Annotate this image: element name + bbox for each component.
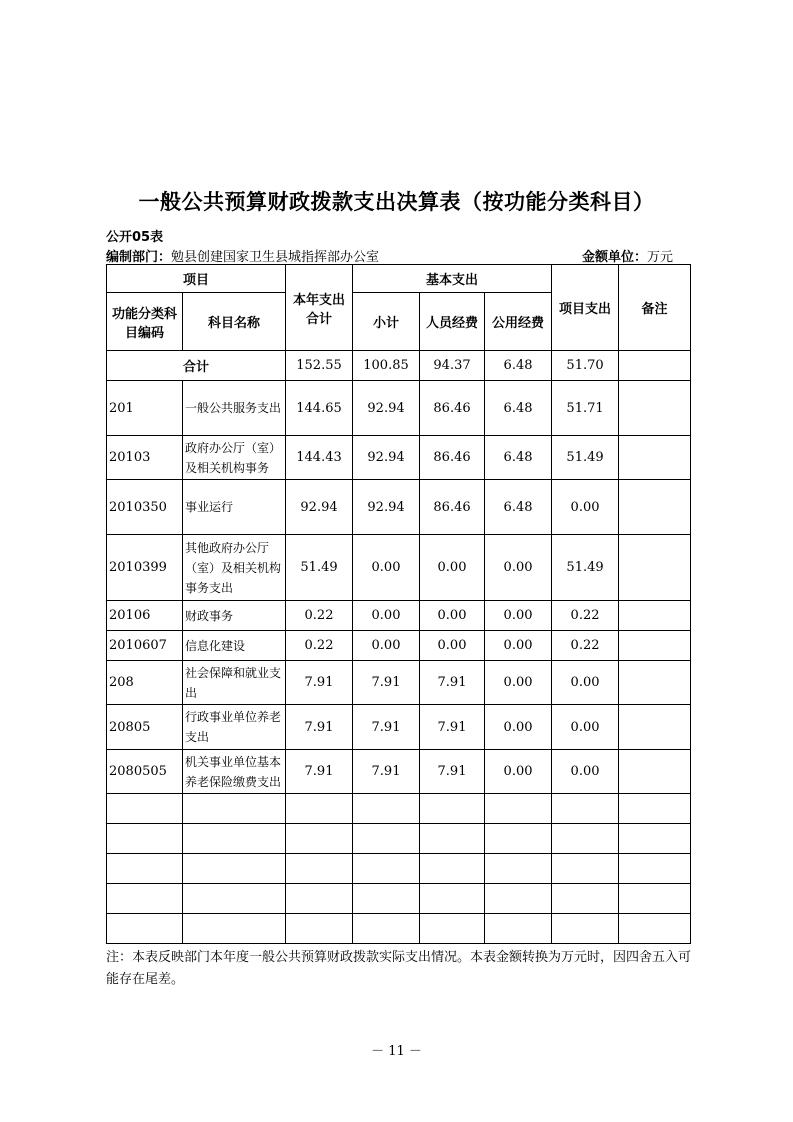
row-public (485, 824, 552, 854)
row-subtotal (353, 884, 420, 914)
row-total (286, 794, 353, 824)
row-personnel: 0.00 (420, 535, 485, 601)
row-name (183, 854, 286, 884)
unit-info (582, 246, 673, 265)
row-subtotal: 7.91 (353, 661, 420, 705)
row-public: 0.00 (485, 601, 552, 631)
row-total: 0.22 (286, 631, 353, 661)
row-public (485, 794, 552, 824)
header-func-code: 功能分类科目编码 (107, 293, 183, 351)
table-row (107, 914, 691, 944)
row-remark (619, 381, 691, 436)
row-public (485, 884, 552, 914)
page-title: 一般公共预算财政拨款支出决算表（按功能分类科目） (138, 190, 655, 214)
dept-line (106, 246, 691, 265)
row-name: 政府办公厅（室）及相关机构事务 (183, 436, 286, 480)
total-row (107, 351, 691, 381)
row-public: 6.48 (485, 480, 552, 535)
row-total: 144.65 (286, 381, 353, 436)
row-remark (619, 480, 691, 535)
row-code: 208 (107, 661, 183, 705)
header-project-exp: 项目支出 (552, 265, 619, 351)
row-project: 51.49 (552, 436, 619, 480)
row-subtotal (353, 914, 420, 944)
footnote: 注：本表反映部门本年度一般公共预算财政拨款实际支出情况。本表金额转换为万元时，因四舍五入可能存在尾差。 (106, 950, 692, 987)
row-total: 7.91 (286, 661, 353, 705)
header-item-name: 科目名称 (183, 293, 286, 351)
row-code (107, 824, 183, 854)
row-remark (619, 854, 691, 884)
row-personnel: 7.91 (420, 661, 485, 705)
row-name: 机关事业单位基本养老保险缴费支出 (183, 750, 286, 794)
row-code (107, 884, 183, 914)
row-subtotal: 7.91 (353, 705, 420, 750)
row-project (552, 884, 619, 914)
row-public: 6.48 (485, 436, 552, 480)
row-personnel: 86.46 (420, 381, 485, 436)
row-personnel (420, 854, 485, 884)
table-row (107, 661, 691, 705)
row-project (552, 824, 619, 854)
row-total (286, 854, 353, 884)
row-code: 2010350 (107, 480, 183, 535)
table-row (107, 884, 691, 914)
row-project: 0.00 (552, 661, 619, 705)
table-row (107, 631, 691, 661)
row-subtotal (353, 854, 420, 884)
unit-value: 万元 (646, 250, 673, 265)
header-total: 本年支出合计 (286, 265, 353, 351)
header-remark: 备注 (619, 265, 691, 351)
row-remark (619, 914, 691, 944)
row-subtotal: 0.00 (353, 631, 420, 661)
row-project: 51.71 (552, 381, 619, 436)
row-project: 0.00 (552, 480, 619, 535)
row-total: 51.49 (286, 535, 353, 601)
row-personnel: 86.46 (420, 480, 485, 535)
row-public: 0.00 (485, 705, 552, 750)
header-project: 项目 (107, 265, 286, 293)
row-project (552, 914, 619, 944)
row-name (183, 914, 286, 944)
row-project: 0.22 (552, 631, 619, 661)
row-total (286, 884, 353, 914)
row-total (286, 914, 353, 944)
row-project: 0.00 (552, 750, 619, 794)
row-project: 0.00 (552, 705, 619, 750)
row-subtotal (353, 794, 420, 824)
row-name: 财政事务 (183, 601, 286, 631)
row-total: 144.43 (286, 436, 353, 480)
row-public: 0.00 (485, 750, 552, 794)
total-label: 合计 (107, 351, 286, 381)
row-personnel: 0.00 (420, 631, 485, 661)
row-subtotal: 0.00 (353, 601, 420, 631)
total-public: 6.48 (485, 351, 552, 381)
row-code: 20805 (107, 705, 183, 750)
header-subtotal: 小计 (353, 293, 420, 351)
row-personnel (420, 914, 485, 944)
table-row (107, 601, 691, 631)
row-code: 201 (107, 381, 183, 436)
row-code: 2010399 (107, 535, 183, 601)
unit-label: 金额单位： (581, 250, 647, 265)
row-name: 事业运行 (183, 480, 286, 535)
row-remark (619, 884, 691, 914)
row-personnel (420, 824, 485, 854)
row-code: 20103 (107, 436, 183, 480)
row-code: 2080505 (107, 750, 183, 794)
table-row (107, 794, 691, 824)
row-personnel: 86.46 (420, 436, 485, 480)
row-personnel: 0.00 (420, 601, 485, 631)
row-remark (619, 750, 691, 794)
table-row (107, 750, 691, 794)
row-name (183, 824, 286, 854)
row-project (552, 854, 619, 884)
row-remark (619, 631, 691, 661)
row-remark (619, 661, 691, 705)
row-code (107, 914, 183, 944)
row-subtotal: 92.94 (353, 381, 420, 436)
row-subtotal: 7.91 (353, 750, 420, 794)
table-row (107, 535, 691, 601)
row-remark (619, 601, 691, 631)
row-public (485, 854, 552, 884)
row-remark (619, 535, 691, 601)
table-row (107, 705, 691, 750)
row-personnel: 7.91 (420, 750, 485, 794)
row-project: 51.49 (552, 535, 619, 601)
row-project (552, 794, 619, 824)
total-subtotal: 100.85 (353, 351, 420, 381)
row-remark (619, 705, 691, 750)
total-project: 51.70 (552, 351, 619, 381)
row-total: 92.94 (286, 480, 353, 535)
row-name (183, 794, 286, 824)
page-number: － 11 － (371, 1044, 422, 1059)
row-subtotal: 92.94 (353, 436, 420, 480)
row-total: 0.22 (286, 601, 353, 631)
total-personnel: 94.37 (420, 351, 485, 381)
row-code: 2010607 (107, 631, 183, 661)
row-name: 行政事业单位养老支出 (183, 705, 286, 750)
row-subtotal: 92.94 (353, 480, 420, 535)
table-row (107, 436, 691, 480)
row-public: 0.00 (485, 535, 552, 601)
table-row (107, 480, 691, 535)
total-total: 152.55 (286, 351, 353, 381)
row-personnel (420, 884, 485, 914)
header-public: 公用经费 (485, 293, 552, 351)
header-basic: 基本支出 (353, 265, 552, 293)
row-subtotal: 0.00 (353, 535, 420, 601)
row-public: 0.00 (485, 631, 552, 661)
table-row (107, 381, 691, 436)
dept-label: 编制部门： (106, 250, 172, 265)
expenditure-table (106, 264, 691, 944)
table-row (107, 824, 691, 854)
row-name (183, 884, 286, 914)
row-name: 其他政府办公厅（室）及相关机构事务支出 (183, 535, 286, 601)
row-code: 20106 (107, 601, 183, 631)
row-total: 7.91 (286, 750, 353, 794)
dept-name: 勉县创建国家卫生县城指挥部办公室 (171, 250, 380, 265)
row-public: 0.00 (485, 661, 552, 705)
row-total (286, 824, 353, 854)
table-row (107, 854, 691, 884)
row-name: 社会保障和就业支出 (183, 661, 286, 705)
row-name: 信息化建设 (183, 631, 286, 661)
row-personnel (420, 794, 485, 824)
row-project: 0.22 (552, 601, 619, 631)
row-public: 6.48 (485, 381, 552, 436)
row-public (485, 914, 552, 944)
total-remark (619, 351, 691, 381)
row-subtotal (353, 824, 420, 854)
row-remark (619, 436, 691, 480)
row-personnel: 7.91 (420, 705, 485, 750)
table-code: 公开05表 (106, 230, 164, 245)
row-remark (619, 794, 691, 824)
row-remark (619, 824, 691, 854)
header-personnel: 人员经费 (420, 293, 485, 351)
row-code (107, 854, 183, 884)
row-code (107, 794, 183, 824)
row-name: 一般公共服务支出 (183, 381, 286, 436)
row-total: 7.91 (286, 705, 353, 750)
